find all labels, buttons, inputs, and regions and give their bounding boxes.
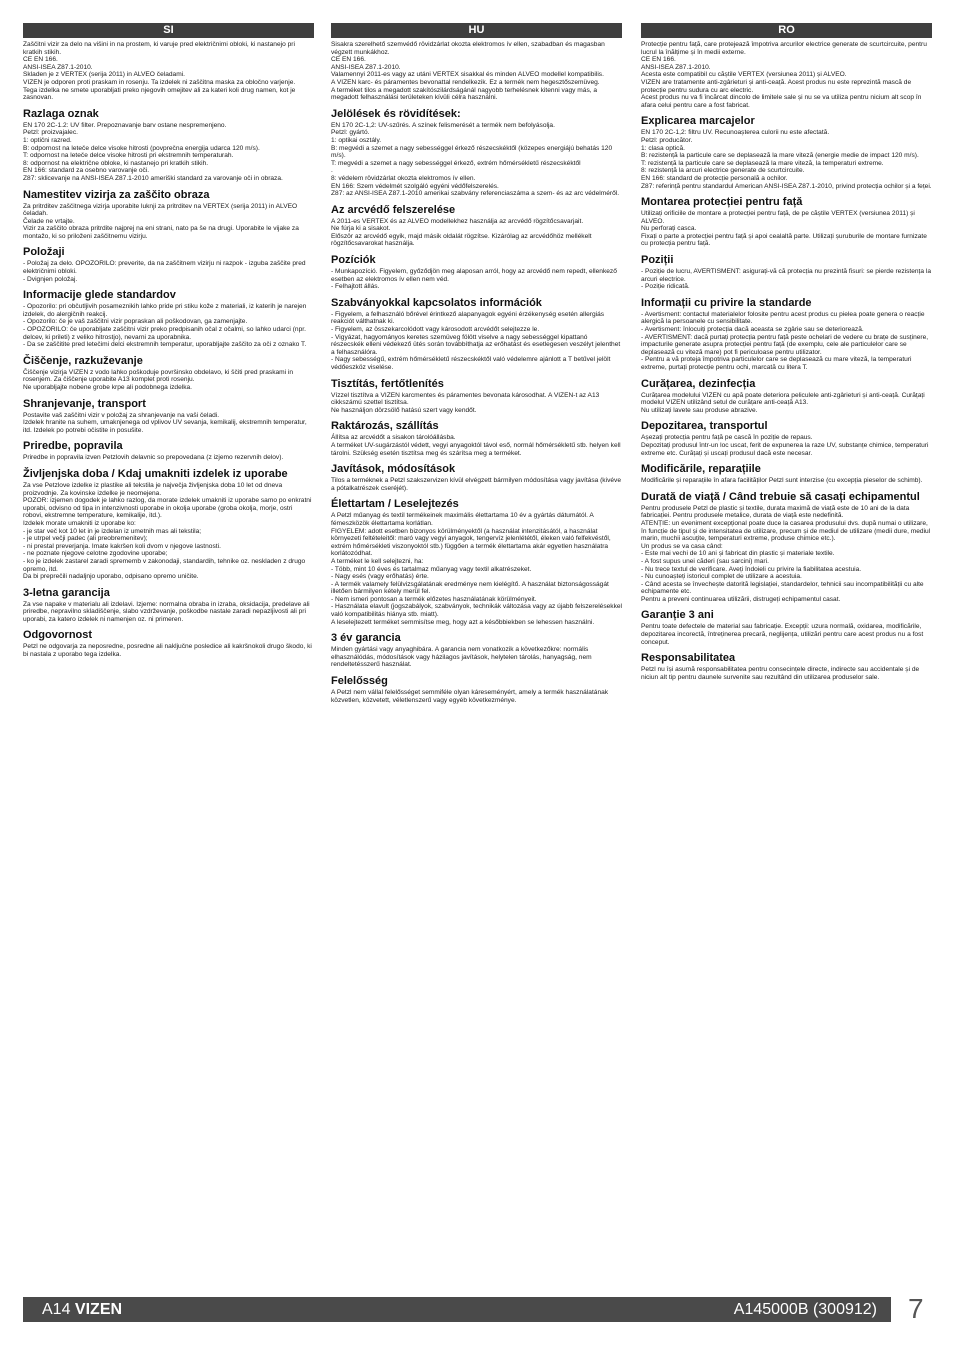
section-title-hu-mounting: Az arcvédő felszerelése [331,203,456,216]
section-body-hu-standards: - Figyelem, a felhasználó bőrével érintkező alapanyagok egyéni érzékenység esetén allergiás reakciót válthatnak ki. - Figyelem, az összekarcolódott vagy károsodott arcvédőt selejtezze le. - Vigyázat, hagyományos keretes szemüveg fölött viselve a nagy sebességgel kipattanó részecskék elleni védekező ütés során továbbíthatja az erőhatást és esetlegesen veszélyt jelenthet a felhasználóra. - Nagy sebességű, extrém hőmérsékletű részecskéktől való védelemre ajánlott a T betűvel jelölt védőeszköz viselése. [331,310,621,371]
section-title-si-cleaning: Čiščenje, razkuževanje [23,354,143,367]
section-body-si-cleaning: Čiščenje vizirja VIZEN z vodo lahko poškoduje površinsko obdelavo, ki ščiti pred praskami in rosenjem. Za čiščenje uporabite A13 komplet proti rosenju. Ne uporabljajte nobene grobe krpe ali podobnega izdelka. [23,368,294,391]
section-body-ro-mounting: Utilizați orificiile de montare a protecției pentru față, de pe căștile VERTEX (versiunea 2011) și ALVEO. Nu perforați casca. Fixați o parte a protecției pentru față și apoi cealaltă parte. Utilizați șuruburile de montare furnizate cu protecția pentru față. [641,210,927,248]
product-name: VIZEN [74,1301,123,1318]
section-body-si-responsibility: Petzl ne odgovarja za neposredne, posredne ali naključne posledice ali kakršnokoli drugo škodo, ki bi nastala z uporabo tega izdelka. [23,643,312,659]
section-body-si-mounting: Za pritrditev zaščitnega vizirja uporabite luknji za pritrditev na VERTEX (serija 2011) in ALVEO čeladah. Čelade ne vrtajte. Vizir za zaščito obraza pritrdite najprej na eni strani, nato pa še na drugi. Uporabite le vijake za montažo, ki so priloženi zaščitnemu vizirju. [23,202,299,240]
section-body-hu-positions: - Munkapozíció. Figyelem, győződjön meg alaposan arról, hogy az arcvédő nem repedt, ellenkező esetben az elektromos ív ellen nem véd. - Felhajtott állás. [331,268,617,291]
section-title-ro-standards: Informații cu privire la standarde [641,296,812,309]
section-body-ro-storage: Așezați protecția pentru față pe cască în poziție de repaus. Depozitați produsul într-un loc uscat, ferit de expunerea la raze UV, substanțe chimice, temperaturi extreme etc. Curățați și uscați produsul dacă este necesar. [641,434,929,457]
section-body-ro-repairs: Modificările și reparațiile în afara facilităților Petzl sunt interzise (cu excepția pieselor de schimb). [641,477,923,485]
section-body-ro-markings: EN 170 2C-1,2: filtru UV. Recunoașterea culorii nu este afectată. Petzl: producător. 1: clasa optică. B: rezistență la particule care se deplasează la mare viteză (energie medie de impact 120 m/s). T: rezistență la particule care se deplasează la mare viteză, la temperaturi extreme. 8: rezistență la arcuri electrice generate de scurtcircuite. EN 166: standard de protecție personală a ochilor. Z87: referință pentru standardul American ANSI-ISEA Z87.1-2010, privind protecția ochilor și a feței. [641,129,932,190]
section-title-ro-markings: Explicarea marcajelor [641,115,755,128]
footer-bar [23,1297,891,1322]
section-title-si-positions: Položaji [23,246,65,259]
section-title-hu-storage: Raktározás, szállítás [331,420,439,433]
product-label [42,1300,122,1320]
section-title-ro-positions: Poziții [641,254,674,267]
section-title-si-storage: Shranjevanje, transport [23,397,146,410]
section-title-hu-repairs: Javítások, módosítások [331,463,456,476]
section-title-si-responsibility: Odgovornost [23,629,93,642]
section-title-hu-positions: Pozíciók [331,254,376,267]
section-body-si-lifetime: Za vse Petzlove izdelke iz plastike ali tekstila je največja življenjska doba 10 let od dneva proizvodnje. Za kovinske izdelke je neomejena. POZOR: izjemen dogodek je lahko razlog, da morate izdelek umakniti iz uporabe samo po enkratni uporabi, odvisno od tipa in intenzivnosti uporabe in okolja uporabe (groba okolja, morje, ostri robovi, ekstremne temperature, kemikalije, itd.). Izdelek morate umakniti iz uporabe ko: - je star več kot 10 let in je izdelan iz umetnih mas ali tekstila; - je utrpel večji padec (ali preobremenitev); - ni prestal preverjanja. Imate kakršen koli dvom v njegove lastnosti. - ne poznate njegove celotne zgodovine uporabe; - ko je izdelek zastarel zaradi sprememb v zakonodaji, standardih, tehnike oz. neskladen z drugo opremo, itd. Da bi preprečili nadaljnjo uporabo, odpisano opremo uničite. [23,481,312,581]
language-header-hu: HU [331,23,622,38]
section-body-hu-lifetime: A Petzl műanyag és textil termékeinek maximális élettartama 10 év a gyártás dátumától. A fémeszközök élettartama korlátlan. FIGYELEM: adott esetben bizonyos körülményektől (a használat intenzitásától, a használat környezeti feltételeitől: maró vagy vegyi anyagok, tengervíz jelenlététől, éleken való felfekvéstől, extrém hőmérsékleti viszonyoktól stb.) függően a termék élettartama akár egyetlen használatra korlátozódhat. A terméket le kell selejtezni, ha: - Több, mint 10 éves és tartalmaz műanyag vagy textil alkatrészeket. - Nagy esés (vagy erőhatás) érte. - A termék valamely felülvizsgálatának eredménye nem kielégítő. A használat biztonságosságát illetően bármilyen kétely merül fel. - Nem ismeri pontosan a termék előzetes használatának körülményeit. - Használata elavult (jogszabályok, szabványok, technikák változása vagy az újabb felszerelésekkel való kompatibilitás hiánya stb. miatt). A leselejtezett terméket semmisítse meg, hogy azt a későbbiekben se lehessen használni. [331,512,623,626]
section-title-ro-responsibility: Responsabilitatea [641,652,736,665]
page-number: 7 [908,1293,924,1324]
section-title-si-repairs: Priredbe, popravila [23,440,123,453]
column-si [23,23,314,659]
section-body-hu-cleaning: Vízzel tisztítva a VIZEN karcmentes és páramentes bevonata károsodhat. A VIZEN-t az A13 cikkszámú szettel tisztítsa. Ne használjon dörzsölő hatású szert vagy kendőt. [331,391,600,414]
section-body-hu-repairs: Tilos a terméknek a Petzl szakszervizen kívül elvégzett bármilyen módosítása vagy javítása (kivéve a pótalkatrészek cseréjét). [331,477,621,492]
language-header-ro: RO [641,23,932,38]
product-code: A14 [42,1301,71,1318]
column-hu [331,23,622,704]
intro-text-hu: Sisakra szerelhető szemvédő rövidzárlat okozta elektromos ív ellen, szabadban és magasban végzett munkákhoz. CE EN 166. ANSI-ISEA Z87.1-2010. Valamennyi 2011-es vagy az utáni VERTEX sisakkal és minden ALVEO modellel kompatibilis. A VIZEN karc- és páramentes bevonattal rendelkezik. Ez a termék nem hegesztőszemüveg. A terméket tilos a megadott szakítószilárdságánál nagyobb terhelésnek kitenni vagy más, a megadott felhasználási területeken kívüli célra használni. [331,41,605,102]
section-title-si-standards: Informacije glede standardov [23,289,176,302]
section-body-hu-guarantee: Minden gyártási vagy anyaghibára. A garancia nem vonatkozik a következőkre: normális elhasználódás, módosítások vagy házilagos javítások, helytelen tárolás, hanyagság, nem rendeltetésszerű használat. [331,646,592,669]
section-body-ro-standards: - Avertisment: contactul materialelor folosite pentru acest produs cu pielea poate genera o reacție alergică la persoanele cu sensibilitate. - Avertisment: înlocuiți protecția dacă aceasta se zgârie sau se deteriorează. - AVERTISMENT: dacă purtați protecția pentru față peste ochelari de vedere cu brațe de susținere, impacturile generate asupra protecției pentru față (de exemplu, cele ale particulelor care se deplasează cu viteză mare) pot fi periculoase pentru utilizator. - Pentru a vă proteja împotriva particulelor care se deplasează cu mare viteză, la temperaturi extreme, purtați protecție pentru ochi, marcată cu litera T. [641,310,929,371]
section-title-si-markings: Razlaga oznak [23,107,99,120]
section-title-hu-guarantee: 3 év garancia [331,632,401,645]
section-body-si-markings: EN 170 2C-1.2: UV filter. Prepoznavanje barv ostane nespremenjeno. Petzl: proizvajalec. 1: optični razred. B: odpornost na leteče delce visoke hitrosti (povprečna energija udarca 120 m/s). T: odpornost na leteče delce visoke hitrosti pri ekstremnih temperaturah. 8: odpornost na električne obloke, ki nastanejo pri kratkih stikih. EN 166: standard za osebno varovanje oči. Z87: sklicevanje na ANSI-ISEA Z87.1-2010 ameriški standard za varovanje oči in obraza. [23,121,283,182]
intro-text-si: Zaščitni vizir za delo na višini in na prostem, ki varuje pred električnimi obloki, ki nastanejo pri kratkih stikih. CE EN 166. ANSI-ISEA Z87.1-2010. Skladen je z VERTEX (serija 2011) in ALVEO čeladami. VIZEN je odporen proti praskam in rosenju. Ta izdelek ni zaščitna maska za obločno varjenje. Tega izdelka ne smete uporabljati preko njegovih omejitev ali za kateri koli drug namen, kot je zasnovan. [23,41,296,102]
section-body-hu-responsibility: A Petzl nem vállal felelősséget semmiféle olyan káreseményért, amely a termék használatának közvetlen, közvetett, véletlenszerű vagy egyéb következménye. [331,689,609,704]
section-title-hu-responsibility: Felelősség [331,675,388,688]
section-body-ro-cleaning: Curățarea modelului VIZEN cu apă poate deteriora peliculele anti-zgârieturi și anti-ceață. Curățați modelul VIZEN utilizând setul de curățare anti-ceață A13. Nu utilizați lavete sau produse abrazive. [641,391,925,414]
section-body-hu-storage: Állítsa az arcvédőt a sisakon tárolóállásba. A terméket UV-sugárzástól védett, vegyi anyagoktól távol eső, normál hőmérsékletű stb. helyen kell tárolni. Szükség esetén tisztítsa meg és szárítsa meg a terméket. [331,434,621,457]
section-title-hu-cleaning: Tisztítás, fertőtlenítés [331,377,444,390]
document-reference: A145000B (300912) [733,1301,877,1318]
section-body-ro-guarantee: Pentru toate defectele de material sau fabricație. Excepții: uzura normală, oxidarea, modificările, depozitarea incorectă, întreținerea precară, neglijența, utilizări pentru care acest produs nu a fost conceput. [641,623,924,646]
section-body-si-standards: - Opozorilo: pri občutljivih posameznikih lahko pride pri stiku kože z materiali, iz katerih je narejen izdelek, do alergičnih reakcij. - Opozorilo: če je vaš zaščitni vizir popraskan ali poškodovan, ga zamenjajte. - OPOZORILO: če uporabljate zaščitni vizir preko predpisanih očal z očalmi, so lahko udarci (npr. delcev, ki prileti) z veliko hitrostjo), nevarni za uporabnika. - Da se zaščitite pred letečimi delci ekstremnih temperatur, uporabljajte zaščito za oči z oznako T. [23,303,307,349]
section-title-hu-markings: Jelölések és rövidítések: [331,107,461,120]
section-title-ro-lifetime: Durată de viață / Când trebuie să casați echipamentul [641,490,920,503]
section-body-si-positions: - Položaj za delo. OPOZORILO: preverite, da na zaščitnem vizirju ni razpok - izguba zaščite pred električnimi obloki. - Dvignjen položaj. [23,260,306,283]
section-title-si-guarantee: 3-letna garancija [23,586,110,599]
section-title-ro-cleaning: Curățarea, dezinfecția [641,377,756,390]
column-ro [641,23,932,681]
section-body-si-repairs: Priredbe in popravila izven Petzlovih delavnic so prepovedana (z izjemo rezervnih delov). [23,454,284,462]
language-header-si: SI [23,23,314,38]
section-title-hu-standards: Szabványokkal kapcsolatos információk [331,296,542,309]
section-body-ro-lifetime: Pentru produsele Petzl de plastic și textile, durata maximă de viață este de 10 ani de la data fabricației. Pentru produsele metalice, durata de viață este nedefinită. ATENȚIE: un eveniment excepțional poate duce la casarea produsului dvs. după numai o utilizare, în funcție de tipul și de intensitatea de utilizare, precum și de mediul de utilizare (medii dure, mediul marin, muchii ascuțite, temperaturi extreme, produse chimice etc.). Un produs se va casa când: - Este mai vechi de 10 ani și fabricat din plastic și materiale textile. - A fost supus unei căderi (sau sarcini) mari. - Nu trece textul de verificare. Aveți îndoieli cu privire la fiabilitatea acestuia. - Nu cunoașteți istoricul complet de utilizare a acestuia. - Când acesta se învechește datorită legislației, standardelor, tehnicii sau incompatibilității cu alte echipamente etc. Pentru a preveni continuarea utilizării, distrugeți echipamentul casat. [641,504,931,603]
section-body-hu-mounting: A 2011-es VERTEX és az ALVEO modellekhez használja az arcvédő rögzítőcsavarjait. Ne fúrja ki a sisakot. Először az arcvédő egyik, majd másik oldalát rögzítse. Kizárólag az arcvédőhöz mellékelt rögzítőcsavarokat használja. [331,217,592,248]
section-title-ro-storage: Depozitarea, transportul [641,420,768,433]
section-body-si-storage: Postavite vaš zaščitni vizir v položaj za shranjevanje na vaši čeladi. Izdelek hranite na suhem, umaknjenega od vplivov UV sevanja, kemikalij, ekstremnih temperatur, itd. Izdelek po potrebi očistite in posušite. [23,411,307,434]
section-body-ro-positions: - Poziție de lucru, AVERTISMENT: asigurați-vă că protecția nu prezintă fisuri: se pierde rezistența la arcuri electrice. - Poziție ridicată. [641,268,932,291]
section-title-ro-guarantee: Garanție 3 ani [641,609,714,622]
section-body-si-guarantee: Za vse napake v materialu ali izdelavi. Izjeme: normalna obraba in izraba, oksidacija, predelave ali priredbe, nepravilno skladiščenje, slabo vzdrževanje, poškodbe nastale zaradi nepazljivosti ali pri uporabi, za katero izdelek ni namenjen oz. ni primeren. [23,600,310,623]
section-body-hu-markings: EN 170 2C-1,2: UV-szűrés. A színek felismerését a termék nem befolyásolja. Petzl: gyártó. 1: optikai osztály. B: megvédi a szemet a nagy sebességgel érkező részecskéktől (közepes energiájú behatás 120 m/s). T: megvédi a szemet a nagy sebességgel érkező, extrém hőmérsékletű részecskéktől . 8: védelem rövidzárlat okozta elektromos ív ellen. EN 166: Szem védelmét szolgáló egyéni védőfelszerelés. Z87: az ANSI-ISEA Z87.1-2010 amerikai szabvány referenciaszáma a szem- és az arc védelméről. [331,121,620,198]
intro-text-ro: Protecție pentru față, care protejează împotriva arcurilor electrice generate de scurtcircuite, pentru lucrul la înălțime și în medii externe. CE EN 166. ANSI-ISEA Z87.1-2010. Acesta este compatibil cu căștile VERTEX (versiunea 2011) și ALVEO. VIZEN are tratamente anti-zgârieturi și anti-ceață. Acest produs nu este reprezintă mască de protecție pentru sudura cu arc electric. Acest produs nu va fi încărcat dincolo de limitele sale și nu se va utiliza pentru nicium alt scop în afara celui pentru care a fost fabricat. [641,41,927,109]
section-title-hu-lifetime: Élettartam / Leselejtezés [331,498,459,511]
section-body-ro-responsibility: Petzl nu își asumă responsabilitatea pentru consecințele directe, indirecte sau accidentale și de niciun alt tip pentru daunele survenite sau rezultând din utilizarea produselor sale. [641,666,920,681]
section-title-ro-mounting: Montarea protecției pentru față [641,196,803,209]
section-title-si-mounting: Namestitev vizirja za zaščito obraza [23,188,210,201]
section-title-si-lifetime: Življenjska doba / Kdaj umakniti izdelek iz uporabe [23,467,288,480]
section-title-ro-repairs: Modificările, reparațiile [641,463,761,476]
